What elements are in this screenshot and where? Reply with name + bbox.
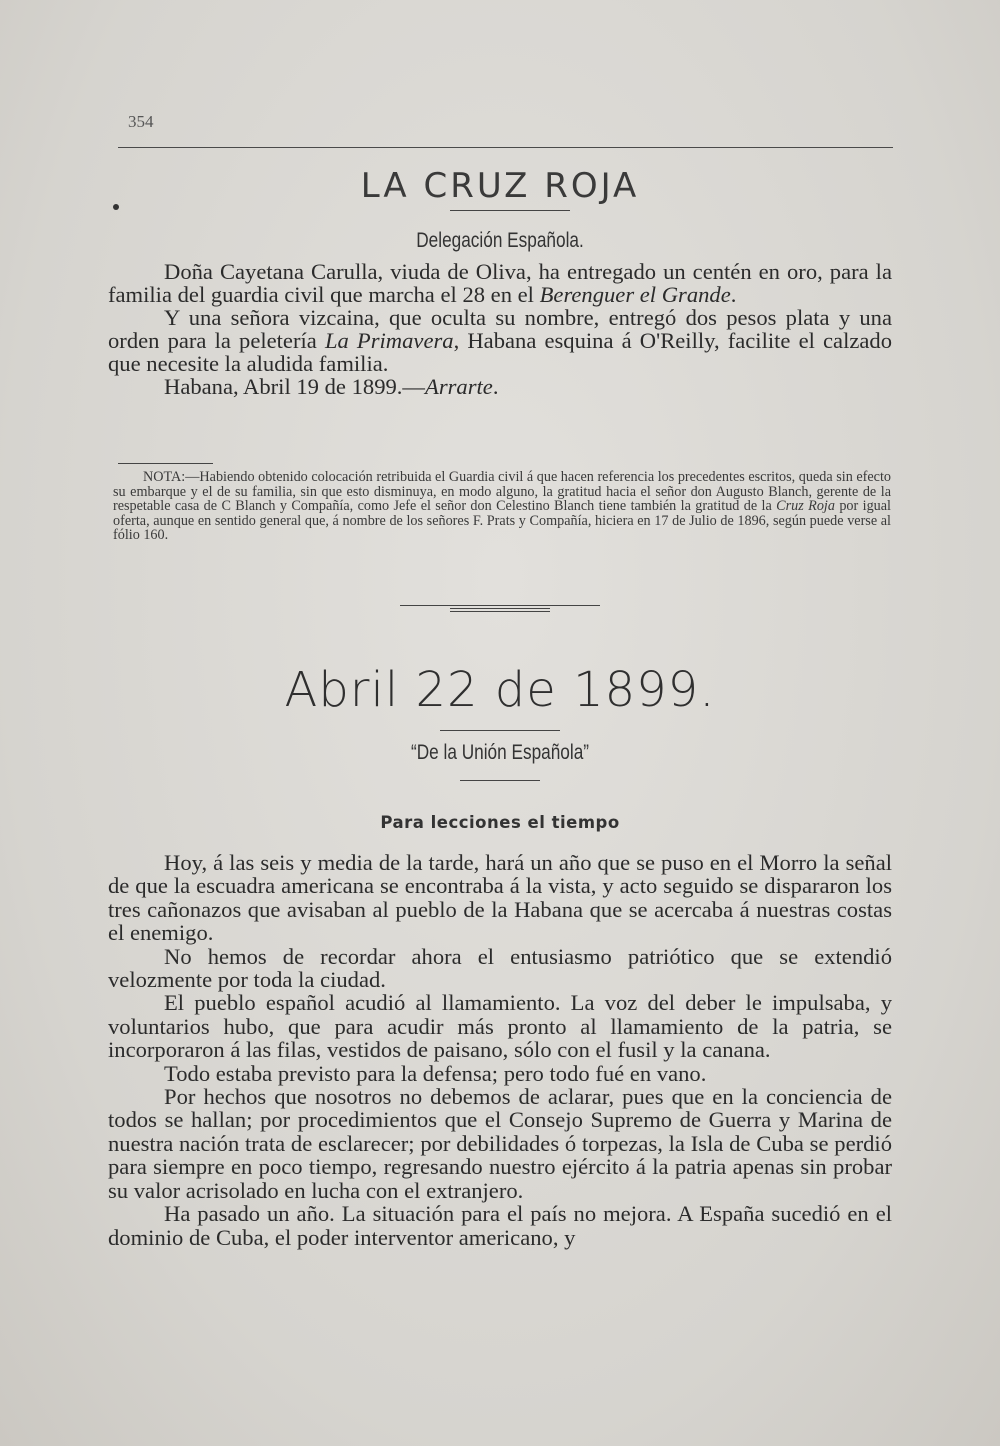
article-paragraph: Hoy, á las seis y media de la tarde, hará un año que se puso en el Morro la señal de que la escuadra americana se encontraba á la vista, y acto seguido se dispararon los tres cañonazos que avisaban al pueblo de la Habana que se acercaba á nuestras costas el enemigo. [108,850,892,946]
section-divider [400,605,600,612]
date-title: Abril 22 de 1899. [284,662,716,718]
footnote [113,470,891,543]
source-heading: “De la Unión Española” [410,741,590,764]
paragraph-3: Habana, Abril 19 de 1899.—Arrarte. [164,374,499,399]
paragraph-2: Y una señora vizcaina, que oculta su nombre, entregó dos pesos plata y una orden para la peletería La Primavera, Habana esquina á O'Reilly, facilite el calzado que necesite la aludida familia. [108,305,893,376]
note-rule [118,463,213,464]
masthead-divider [450,210,570,211]
article-paragraph: Por hechos que nosotros no debemos de aclarar, pues que en la conciencia de todos se hallan; por procedimientos que el Consejo Supremo de Guerra y Marina de nuestra nación trata de esclarecer; por debilidades ó torpezas, la Isla de Cuba se perdió para siempre en poco tiempo, regresando nuestro ejército á la patria apenas sin probar su valor acrisolado en lucha con el extranjero. [108,1084,892,1203]
article-text [108,851,892,1249]
paragraph-1: Doña Cayetana Carulla, viuda de Oliva, ha entregado un centén en oro, para la familia del guardia civil que marcha el 28 en el Berenguer el Grande. [108,259,892,307]
date-divider [440,730,560,731]
header-rule [118,147,893,148]
article-paragraph: Ha pasado un año. La situación para el país no mejora. A España sucedió en el dominio de Cuba, el poder interventor americano, y [108,1201,892,1250]
source-divider [460,780,540,781]
masthead-title: LA CRUZ ROJA [360,166,640,206]
page-number: 354 [128,112,154,131]
footnote-text: NOTA:—Habiendo obtenido colocación retribuida el Guardia civil á que hacen referencia los precedentes escritos, queda sin efecto su embarque y el de su familia, sin que esto disminuya, en modo alguno, la gratitud hacia el señor don Augusto Blanch, gerente de la respetable casa de C Blanch y Compañía, como Jefe el señor don Celestino Blanch tiene también la gratitud de la Cruz Roja por igual oferta, aunque en sentido general que, á nombre de los señores F. Prats y Compañía, hiciera en 17 de Julio de 1896, según puede verse al fólio 160. [113,469,891,543]
article-paragraph: No hemos de recordar ahora el entusiasmo patriótico que se extendió velozmente por toda la ciudad. [108,943,892,993]
article-paragraph: El pueblo español acudió al llamamiento. La voz del deber le impulsaba, y voluntarios hubo, que para acudir más pronto al llamamiento de la patria, se incorporaron á las filas, vestidos de paisano, sólo con el fusil y la canana. [108,990,892,1063]
article-paragraph: Todo estaba previsto para la defensa; pero todo fué en vano. [164,1060,707,1086]
section-title: Para lecciones el tiempo [380,813,620,832]
donation-text [108,260,892,398]
delegation-heading: Delegación Española. [416,229,584,252]
